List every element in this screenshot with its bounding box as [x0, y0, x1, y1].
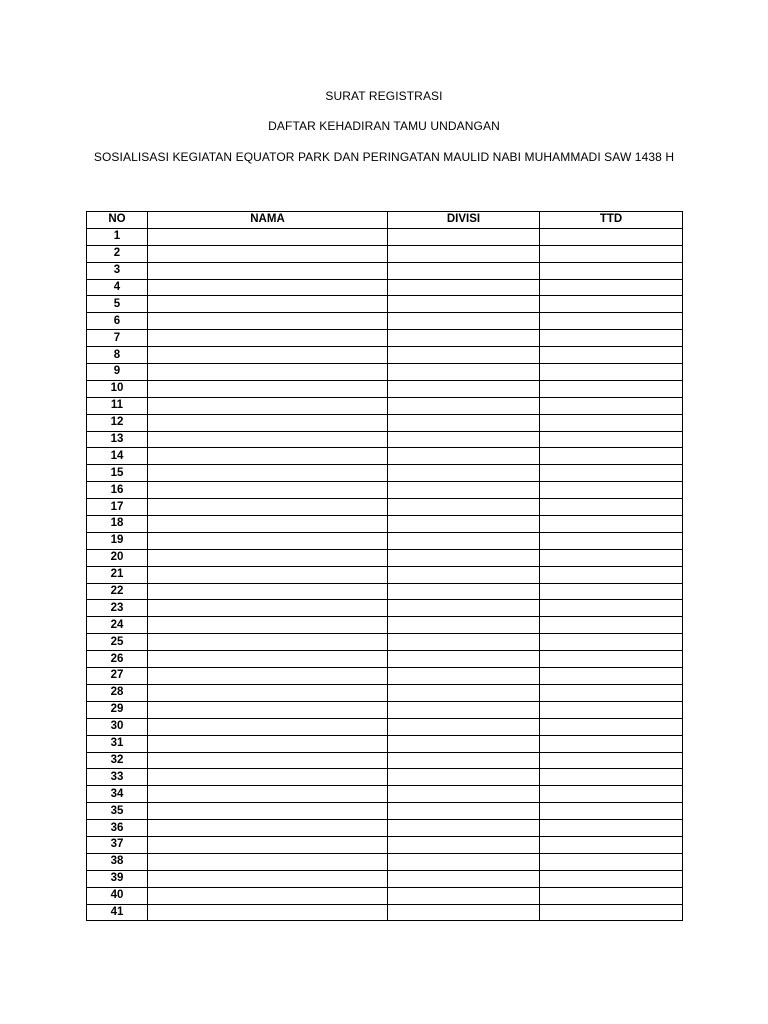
row-number: 21	[87, 566, 148, 583]
divisi-cell	[388, 651, 540, 668]
header-nama: NAMA	[148, 212, 388, 229]
table-row	[87, 718, 683, 735]
nama-cell	[148, 769, 388, 786]
ttd-cell	[540, 701, 683, 718]
table-row	[87, 887, 683, 904]
table-row	[87, 853, 683, 870]
ttd-cell	[540, 499, 683, 516]
row-number: 20	[87, 549, 148, 566]
table-row	[87, 499, 683, 516]
ttd-cell	[540, 684, 683, 701]
divisi-cell	[388, 820, 540, 837]
table-row	[87, 769, 683, 786]
table-row	[87, 532, 683, 549]
table-row	[87, 347, 683, 364]
nama-cell	[148, 380, 388, 397]
divisi-cell	[388, 634, 540, 651]
row-number: 6	[87, 313, 148, 330]
divisi-cell	[388, 296, 540, 313]
ttd-cell	[540, 414, 683, 431]
row-number: 29	[87, 701, 148, 718]
ttd-cell	[540, 904, 683, 921]
row-number: 25	[87, 634, 148, 651]
divisi-cell	[388, 330, 540, 347]
ttd-cell	[540, 617, 683, 634]
divisi-cell	[388, 668, 540, 685]
table-row	[87, 431, 683, 448]
divisi-cell	[388, 566, 540, 583]
row-number: 27	[87, 668, 148, 685]
table-row	[87, 364, 683, 381]
divisi-cell	[388, 364, 540, 381]
nama-cell	[148, 803, 388, 820]
table-row	[87, 228, 683, 245]
ttd-cell	[540, 448, 683, 465]
table-header-row	[87, 212, 683, 229]
ttd-cell	[540, 330, 683, 347]
row-number: 10	[87, 380, 148, 397]
ttd-cell	[540, 583, 683, 600]
nama-cell	[148, 245, 388, 262]
table-row	[87, 262, 683, 279]
nama-cell	[148, 532, 388, 549]
divisi-cell	[388, 532, 540, 549]
table-row	[87, 448, 683, 465]
nama-cell	[148, 364, 388, 381]
row-number: 4	[87, 279, 148, 296]
table-row	[87, 279, 683, 296]
divisi-cell	[388, 499, 540, 516]
table-row	[87, 583, 683, 600]
document-title: SURAT REGISTRASI	[325, 89, 443, 103]
nama-cell	[148, 482, 388, 499]
ttd-cell	[540, 803, 683, 820]
ttd-cell	[540, 228, 683, 245]
table-row	[87, 482, 683, 499]
table-row	[87, 836, 683, 853]
table-row	[87, 414, 683, 431]
ttd-cell	[540, 735, 683, 752]
divisi-cell	[388, 803, 540, 820]
ttd-cell	[540, 347, 683, 364]
nama-cell	[148, 701, 388, 718]
ttd-cell	[540, 465, 683, 482]
nama-cell	[148, 887, 388, 904]
nama-cell	[148, 313, 388, 330]
divisi-cell	[388, 870, 540, 887]
ttd-cell	[540, 853, 683, 870]
ttd-cell	[540, 786, 683, 803]
event-title: SOSIALISASI KEGIATAN EQUATOR PARK DAN PERINGATAN MAULID NABI MUHAMMADI SAW 1438 H	[93, 150, 675, 164]
nama-cell	[148, 634, 388, 651]
nama-cell	[148, 735, 388, 752]
divisi-cell	[388, 397, 540, 414]
divisi-cell	[388, 228, 540, 245]
ttd-cell	[540, 769, 683, 786]
divisi-cell	[388, 887, 540, 904]
row-number: 11	[87, 397, 148, 414]
ttd-cell	[540, 820, 683, 837]
table-row	[87, 549, 683, 566]
table-row	[87, 516, 683, 533]
ttd-cell	[540, 431, 683, 448]
ttd-cell	[540, 397, 683, 414]
ttd-cell	[540, 313, 683, 330]
row-number: 18	[87, 516, 148, 533]
nama-cell	[148, 786, 388, 803]
table-row	[87, 617, 683, 634]
ttd-cell	[540, 718, 683, 735]
ttd-cell	[540, 634, 683, 651]
nama-cell	[148, 549, 388, 566]
nama-cell	[148, 853, 388, 870]
table-row	[87, 735, 683, 752]
row-number: 13	[87, 431, 148, 448]
ttd-cell	[540, 752, 683, 769]
nama-cell	[148, 718, 388, 735]
divisi-cell	[388, 786, 540, 803]
nama-cell	[148, 752, 388, 769]
nama-cell	[148, 870, 388, 887]
nama-cell	[148, 668, 388, 685]
ttd-cell	[540, 296, 683, 313]
row-number: 7	[87, 330, 148, 347]
nama-cell	[148, 820, 388, 837]
table-row	[87, 684, 683, 701]
attendance-table	[86, 211, 683, 921]
row-number: 41	[87, 904, 148, 921]
table-row	[87, 245, 683, 262]
row-number: 30	[87, 718, 148, 735]
nama-cell	[148, 296, 388, 313]
nama-cell	[148, 836, 388, 853]
row-number: 35	[87, 803, 148, 820]
table-row	[87, 330, 683, 347]
ttd-cell	[540, 566, 683, 583]
nama-cell	[148, 600, 388, 617]
row-number: 40	[87, 887, 148, 904]
row-number: 23	[87, 600, 148, 617]
row-number: 34	[87, 786, 148, 803]
row-number: 39	[87, 870, 148, 887]
divisi-cell	[388, 380, 540, 397]
table-body	[87, 228, 683, 921]
divisi-cell	[388, 431, 540, 448]
divisi-cell	[388, 701, 540, 718]
table-row	[87, 870, 683, 887]
row-number: 3	[87, 262, 148, 279]
nama-cell	[148, 228, 388, 245]
row-number: 12	[87, 414, 148, 431]
divisi-cell	[388, 684, 540, 701]
header-no: NO	[87, 212, 148, 229]
divisi-cell	[388, 465, 540, 482]
row-number: 32	[87, 752, 148, 769]
table-row	[87, 651, 683, 668]
nama-cell	[148, 262, 388, 279]
divisi-cell	[388, 279, 540, 296]
divisi-cell	[388, 313, 540, 330]
nama-cell	[148, 279, 388, 296]
divisi-cell	[388, 448, 540, 465]
nama-cell	[148, 651, 388, 668]
ttd-cell	[540, 549, 683, 566]
ttd-cell	[540, 870, 683, 887]
table-row	[87, 397, 683, 414]
ttd-cell	[540, 245, 683, 262]
divisi-cell	[388, 516, 540, 533]
divisi-cell	[388, 262, 540, 279]
table-row	[87, 752, 683, 769]
nama-cell	[148, 617, 388, 634]
ttd-cell	[540, 380, 683, 397]
ttd-cell	[540, 887, 683, 904]
nama-cell	[148, 414, 388, 431]
table-row	[87, 820, 683, 837]
row-number: 37	[87, 836, 148, 853]
nama-cell	[148, 330, 388, 347]
nama-cell	[148, 465, 388, 482]
divisi-cell	[388, 752, 540, 769]
row-number: 2	[87, 245, 148, 262]
ttd-cell	[540, 279, 683, 296]
ttd-cell	[540, 482, 683, 499]
table-row	[87, 296, 683, 313]
row-number: 38	[87, 853, 148, 870]
divisi-cell	[388, 482, 540, 499]
divisi-cell	[388, 600, 540, 617]
table-row	[87, 904, 683, 921]
table-row	[87, 380, 683, 397]
row-number: 22	[87, 583, 148, 600]
nama-cell	[148, 431, 388, 448]
row-number: 9	[87, 364, 148, 381]
ttd-cell	[540, 836, 683, 853]
row-number: 15	[87, 465, 148, 482]
row-number: 1	[87, 228, 148, 245]
divisi-cell	[388, 245, 540, 262]
divisi-cell	[388, 853, 540, 870]
ttd-cell	[540, 364, 683, 381]
table-row	[87, 701, 683, 718]
row-number: 19	[87, 532, 148, 549]
nama-cell	[148, 583, 388, 600]
divisi-cell	[388, 904, 540, 921]
row-number: 8	[87, 347, 148, 364]
divisi-cell	[388, 836, 540, 853]
divisi-cell	[388, 347, 540, 364]
divisi-cell	[388, 583, 540, 600]
header-divisi: DIVISI	[388, 212, 540, 229]
table-row	[87, 465, 683, 482]
ttd-cell	[540, 516, 683, 533]
ttd-cell	[540, 651, 683, 668]
nama-cell	[148, 347, 388, 364]
ttd-cell	[540, 532, 683, 549]
ttd-cell	[540, 668, 683, 685]
divisi-cell	[388, 735, 540, 752]
document-subtitle: DAFTAR KEHADIRAN TAMU UNDANGAN	[268, 119, 500, 133]
table-row	[87, 634, 683, 651]
table-row	[87, 786, 683, 803]
table-row	[87, 668, 683, 685]
row-number: 26	[87, 651, 148, 668]
divisi-cell	[388, 769, 540, 786]
nama-cell	[148, 904, 388, 921]
divisi-cell	[388, 718, 540, 735]
row-number: 36	[87, 820, 148, 837]
row-number: 16	[87, 482, 148, 499]
nama-cell	[148, 516, 388, 533]
ttd-cell	[540, 600, 683, 617]
row-number: 14	[87, 448, 148, 465]
divisi-cell	[388, 549, 540, 566]
row-number: 33	[87, 769, 148, 786]
header-ttd: TTD	[540, 212, 683, 229]
row-number: 5	[87, 296, 148, 313]
ttd-cell	[540, 262, 683, 279]
nama-cell	[148, 397, 388, 414]
nama-cell	[148, 448, 388, 465]
row-number: 24	[87, 617, 148, 634]
divisi-cell	[388, 617, 540, 634]
row-number: 28	[87, 684, 148, 701]
nama-cell	[148, 684, 388, 701]
divisi-cell	[388, 414, 540, 431]
row-number: 31	[87, 735, 148, 752]
nama-cell	[148, 566, 388, 583]
table-row	[87, 566, 683, 583]
row-number: 17	[87, 499, 148, 516]
table-row	[87, 600, 683, 617]
nama-cell	[148, 499, 388, 516]
table-row	[87, 803, 683, 820]
table-row	[87, 313, 683, 330]
